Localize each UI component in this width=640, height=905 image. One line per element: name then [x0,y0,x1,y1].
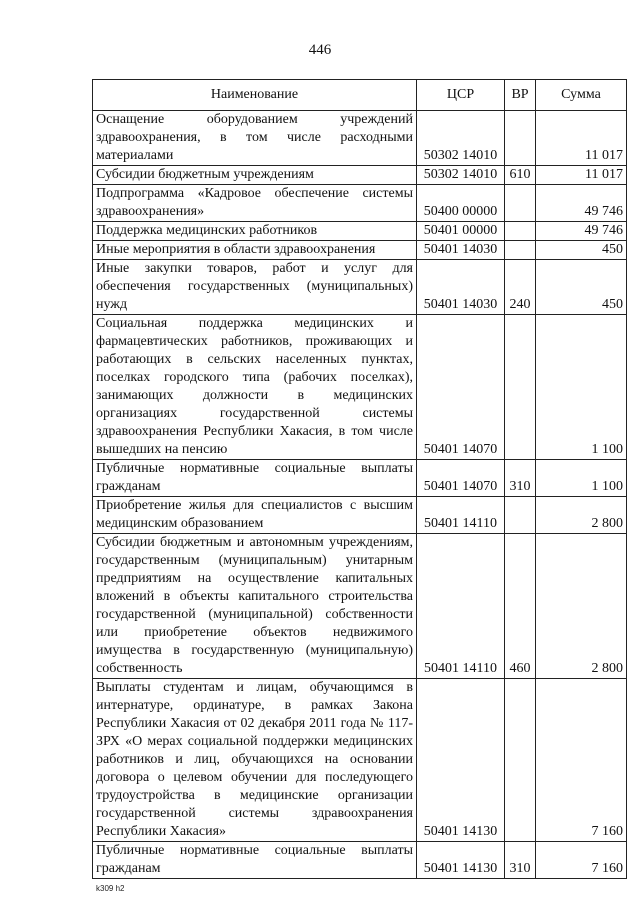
cell-sum: 2 800 [536,497,627,534]
cell-sum: 1 100 [536,315,627,460]
cell-sum: 450 [536,241,627,260]
cell-name: Публичные нормативные социальные выплаты гражданам [93,460,417,497]
table-header-row [93,80,627,111]
header-vr: ВР [505,80,536,111]
cell-sum: 2 800 [536,534,627,679]
cell-csr: 50401 14070 [417,460,505,497]
table-row [93,111,627,166]
cell-sum: 49 746 [536,185,627,222]
cell-name: Иные мероприятия в области здравоохранения [93,241,417,260]
header-csr: ЦСР [417,80,505,111]
cell-sum: 11 017 [536,111,627,166]
table-row [93,842,627,879]
cell-sum: 7 160 [536,842,627,879]
cell-name: Выплаты студентам и лицам, обучающимся в интернатуре, ординатуре, в рамках Закона Республики Хакасия от 02 декабря 2011 года № 117-ЗРХ «О мерах социальной поддержки медицинских работников и лиц, обучающихся на основании договора о целевом обучении для последующего трудоустройства в медицинские организации государственной системы здравоохранения Республики Хакасия» [93,679,417,842]
table-row [93,497,627,534]
cell-sum: 450 [536,260,627,315]
cell-vr: 240 [505,260,536,315]
cell-vr: 310 [505,842,536,879]
table-row [93,460,627,497]
footer-code: k309 h2 [96,884,125,893]
cell-vr: 610 [505,166,536,185]
cell-csr: 50401 14070 [417,315,505,460]
cell-sum: 7 160 [536,679,627,842]
cell-name: Оснащение оборудованием учреждений здравоохранения, в том числе расходными материалами [93,111,417,166]
cell-vr [505,497,536,534]
cell-name: Иные закупки товаров, работ и услуг для обеспечения государственных (муниципальных) нужд [93,260,417,315]
cell-name: Публичные нормативные социальные выплаты гражданам [93,842,417,879]
header-name: Наименование [93,80,417,111]
table-row [93,534,627,679]
cell-sum: 1 100 [536,460,627,497]
table-row [93,166,627,185]
header-sum: Сумма [536,80,627,111]
cell-vr [505,222,536,241]
cell-vr [505,679,536,842]
cell-vr: 460 [505,534,536,679]
cell-vr [505,185,536,222]
cell-csr: 50401 14030 [417,241,505,260]
table-row [93,222,627,241]
budget-table [92,79,627,879]
cell-vr [505,315,536,460]
cell-csr: 50302 14010 [417,166,505,185]
cell-name: Социальная поддержка медицинских и фармацевтических работников, проживающих и работающих в сельских населенных пунктах, поселках городского типа (рабочих поселках), занимающих должности в медицинских организациях государственной системы здравоохранения Республики Хакасия, в том числе вышедших на пенсию [93,315,417,460]
table-row [93,185,627,222]
cell-name: Приобретение жилья для специалистов с высшим медицинским образованием [93,497,417,534]
table-row [93,260,627,315]
cell-name: Поддержка медицинских работников [93,222,417,241]
cell-csr: 50401 14110 [417,497,505,534]
cell-sum: 11 017 [536,166,627,185]
cell-csr: 50401 14110 [417,534,505,679]
cell-vr [505,111,536,166]
table-row [93,679,627,842]
cell-csr: 50401 00000 [417,222,505,241]
cell-csr: 50401 14130 [417,842,505,879]
table-row [93,241,627,260]
table-row [93,315,627,460]
cell-name: Подпрограмма «Кадровое обеспечение системы здравоохранения» [93,185,417,222]
cell-name: Субсидии бюджетным и автономным учреждениям, государственным (муниципальным) унитарным предприятиям на осуществление капитальных вложений в объекты капитального строительства государственной (муниципальной) собственности или приобретение объектов недвижимого имущества в государственную (муниципальную) собственность [93,534,417,679]
cell-sum: 49 746 [536,222,627,241]
cell-csr: 50302 14010 [417,111,505,166]
cell-vr: 310 [505,460,536,497]
cell-csr: 50400 00000 [417,185,505,222]
cell-csr: 50401 14030 [417,260,505,315]
cell-csr: 50401 14130 [417,679,505,842]
cell-name: Субсидии бюджетным учреждениям [93,166,417,185]
cell-vr [505,241,536,260]
page-number: 446 [308,42,332,58]
